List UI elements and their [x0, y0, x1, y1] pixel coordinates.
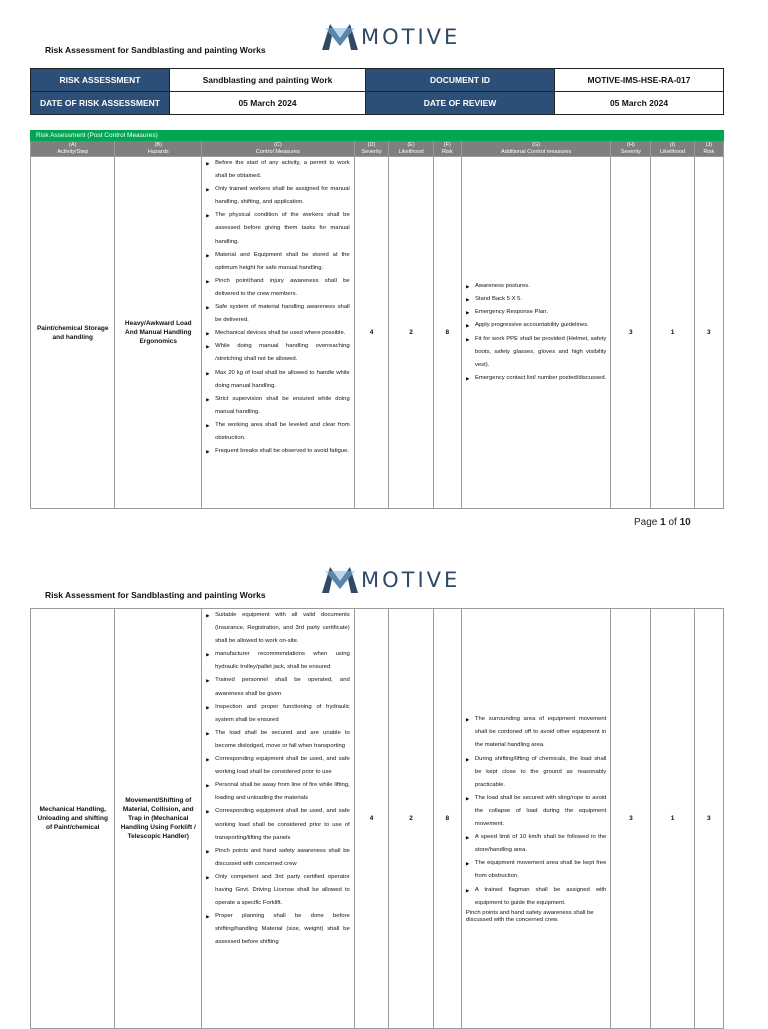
- additional-controls-list: [462, 280, 610, 385]
- company-logo: [322, 24, 460, 50]
- page-number: [634, 517, 691, 528]
- date-of-assessment-label: DATE OF RISK ASSESSMENT: [31, 92, 170, 115]
- list-item: ▶ A trained flagman shall be assigned with equipment to guide the equipment.: [466, 884, 606, 910]
- list-item: ▶ The load shall be secured and are unable to become dislodged, move or fall when transporting: [206, 727, 350, 753]
- document-title-page-2: Risk Assessment for Sandblasting and painting Works: [45, 590, 266, 600]
- residual-severity-cell: 3: [611, 609, 651, 1029]
- severity-cell: 4: [354, 609, 389, 1029]
- list-item: ▶ The surrounding area of equipment movement shall be cordoned off to avoid other equipment in the material handling area.: [466, 713, 606, 752]
- list-item: ▶ Corresponding equipment shall be used, and safe working load shall be considered prior to use: [206, 753, 350, 779]
- activity-cell: Mechanical Handling, Unloading and shifting of Paint/chemical: [31, 609, 115, 1029]
- residual-likelihood-cell: 1: [651, 609, 694, 1029]
- control-measures-cell: [202, 157, 355, 509]
- col-header-hazards: (B) Hazards: [115, 141, 202, 157]
- risk-table-page-2: [30, 608, 724, 1029]
- likelihood-cell: 2: [389, 609, 433, 1029]
- logo-text: MOTIVE: [361, 25, 461, 49]
- additional-controls-cell: [461, 157, 610, 509]
- section-title-extension: [461, 131, 723, 141]
- list-item: ▶ Only trained workers shall be assigned for manual handling, shifting, and application.: [206, 183, 350, 209]
- list-item: ▶ Strict supervision shall be ensured while doing manual handling.: [206, 393, 350, 419]
- page-current: 1: [660, 517, 666, 528]
- col-header-residual-likelihood: (I) Likelihood: [651, 141, 694, 157]
- list-item: ▶ Material and Equipment shall be stored at the optimum height for safe manual handling.: [206, 249, 350, 275]
- residual-likelihood-cell: 1: [651, 157, 694, 509]
- list-item: ▶ The load shall be secured with sling/rope to avoid the collapse of load during the equipment movement.: [466, 792, 606, 831]
- motive-logo-icon: [322, 567, 358, 593]
- col-header-activity: (A) Activity/Step: [31, 141, 115, 157]
- list-item: ▶ Inspection and proper functioning of hydraulic system shall be ensured: [206, 701, 350, 727]
- document-title: Risk Assessment for Sandblasting and painting Works: [45, 45, 266, 55]
- document-id-value: MOTIVE-IMS-HSE-RA-017: [555, 69, 724, 92]
- list-item: ▶ Before the start of any activity, a permit to work shall be obtained.: [206, 157, 350, 183]
- date-of-review-value: 05 March 2024: [555, 92, 724, 115]
- list-item: ▶ Awareness postures.: [466, 280, 606, 293]
- col-header-additional-controls: (G) Additional Control measures: [461, 141, 610, 157]
- list-item: ▶ Max 20 kg of load shall be allowed to handle while doing manual handling.: [206, 367, 350, 393]
- list-item: ▶ Proper planning shall be done before shifting/handling Material (size, weight) shall be assessed before shifting: [206, 910, 350, 949]
- control-measures-cell: [202, 609, 355, 1029]
- list-item: ▶ The physical condition of the workers shall be assessed before giving them tasks for manual handling.: [206, 209, 350, 248]
- list-item: ▶ Personal shall be away from line of fire while lifting, loading and unloading the materials: [206, 779, 350, 805]
- control-measures-list: [202, 157, 354, 458]
- company-logo-page-2: [322, 567, 460, 593]
- col-header-severity: (D) Severity: [354, 141, 389, 157]
- list-item: ▶ Suitable equipment with all valid documents (Insurance, Registration, and 3rd party certificate) shall be allowed to work on-site.: [206, 609, 350, 648]
- list-item: ▶ Mechanical devices shall be used where possible.: [206, 327, 350, 340]
- list-item: ▶ Trained personnel shall be operated, and awareness shall be given: [206, 674, 350, 700]
- list-item: ▶ While doing manual handling overreaching /stretching shall not be allowed.: [206, 340, 350, 366]
- additional-controls-cell: [461, 609, 610, 1029]
- col-header-likelihood: (E) Likelihood: [389, 141, 433, 157]
- risk-cell: 8: [433, 609, 461, 1029]
- hazard-cell: Movement/Shifting of Material, Collision, and Trap in (Mechanical Handling Using Forklift / Telescopic Handler): [115, 609, 202, 1029]
- list-item: ▶ During shifting/lifting of chemicals, the load shall be kept close to the ground as reasonably practicable.: [466, 753, 606, 792]
- list-item: ▶ Only competent and 3rd party certified operator having Govt. Driving License shall be allowed to operate a specific Forklift.: [206, 871, 350, 910]
- risk-cell: 8: [433, 157, 461, 509]
- col-header-residual-severity: (H) Severity: [611, 141, 651, 157]
- likelihood-cell: 2: [389, 157, 433, 509]
- severity-cell: 4: [354, 157, 389, 509]
- control-measures-list: [202, 609, 354, 949]
- list-item: ▶ Emergency Response Plan.: [466, 306, 606, 319]
- activity-cell: Paint/chemical Storage and handling: [31, 157, 115, 509]
- col-header-control-measures: (C) Control Measures: [202, 141, 355, 157]
- document-header-table: [30, 68, 724, 115]
- document-id-label: DOCUMENT ID: [366, 69, 555, 92]
- list-item: ▶ Fit for work PPE shall be provided (Helmet, safety boots, safety glasses, gloves and high visibility vest).: [466, 333, 606, 372]
- list-item: ▶ Stand Back 5 X 5.: [466, 293, 606, 306]
- section-title: Risk Assessment (Post Control Measures): [31, 131, 462, 141]
- list-item: ▶ Pinch points and hand safety awareness shall be discussed with concerned crew: [206, 845, 350, 871]
- table-row: [31, 609, 724, 1029]
- page-total: 10: [679, 517, 691, 528]
- residual-severity-cell: 3: [611, 157, 651, 509]
- risk-assessment-label: RISK ASSESSMENT: [31, 69, 170, 92]
- page-word: Page: [634, 517, 658, 528]
- date-of-review-label: DATE OF REVIEW: [366, 92, 555, 115]
- date-of-assessment-value: 05 March 2024: [170, 92, 366, 115]
- risk-assessment-value: Sandblasting and painting Work: [170, 69, 366, 92]
- page-of-word: of: [668, 517, 677, 528]
- col-header-risk: (F) Risk: [433, 141, 461, 157]
- motive-logo-icon: [322, 24, 358, 50]
- list-item: ▶ Emergency contact list/ number posted/discussed.: [466, 372, 606, 385]
- residual-risk-cell: 3: [694, 157, 723, 509]
- list-item: ▶ manufacturer recommendations when using hydraulic trolley/pallet jack, shall be ensured: [206, 648, 350, 674]
- list-item: ▶ Apply progressive accountability guidelines.: [466, 319, 606, 332]
- residual-risk-cell: 3: [694, 609, 723, 1029]
- list-item: ▶ A speed limit of 10 km/h shall be followed in the store/handling area.: [466, 831, 606, 857]
- additional-controls-list: [462, 713, 610, 909]
- list-item: ▶ Safe system of material handling awareness shall be delivered.: [206, 301, 350, 327]
- list-item: ▶ The working area shall be leveled and clear from obstruction.: [206, 419, 350, 445]
- col-header-residual-risk: (J) Risk: [694, 141, 723, 157]
- risk-table-page-1: [30, 130, 724, 509]
- additional-note: Pinch points and hand safety awareness shall be discussed with the concerned crew.: [465, 909, 594, 923]
- list-item: ▶ The equipment movement area shall be kept free from obstruction.: [466, 857, 606, 883]
- list-item: ▶ Pinch point/hand injury awareness shall be delivered to the crew members.: [206, 275, 350, 301]
- hazard-cell: Heavy/Awkward Load And Manual Handling Ergonomics: [115, 157, 202, 509]
- list-item: ▶ Frequent breaks shall be observed to avoid fatigue.: [206, 445, 350, 458]
- list-item: ▶ Corresponding equipment shall be used, and safe working load shall be considered prior to use of transporting/lifting the panels: [206, 805, 350, 844]
- logo-text: MOTIVE: [361, 568, 461, 592]
- table-row: [31, 157, 724, 509]
